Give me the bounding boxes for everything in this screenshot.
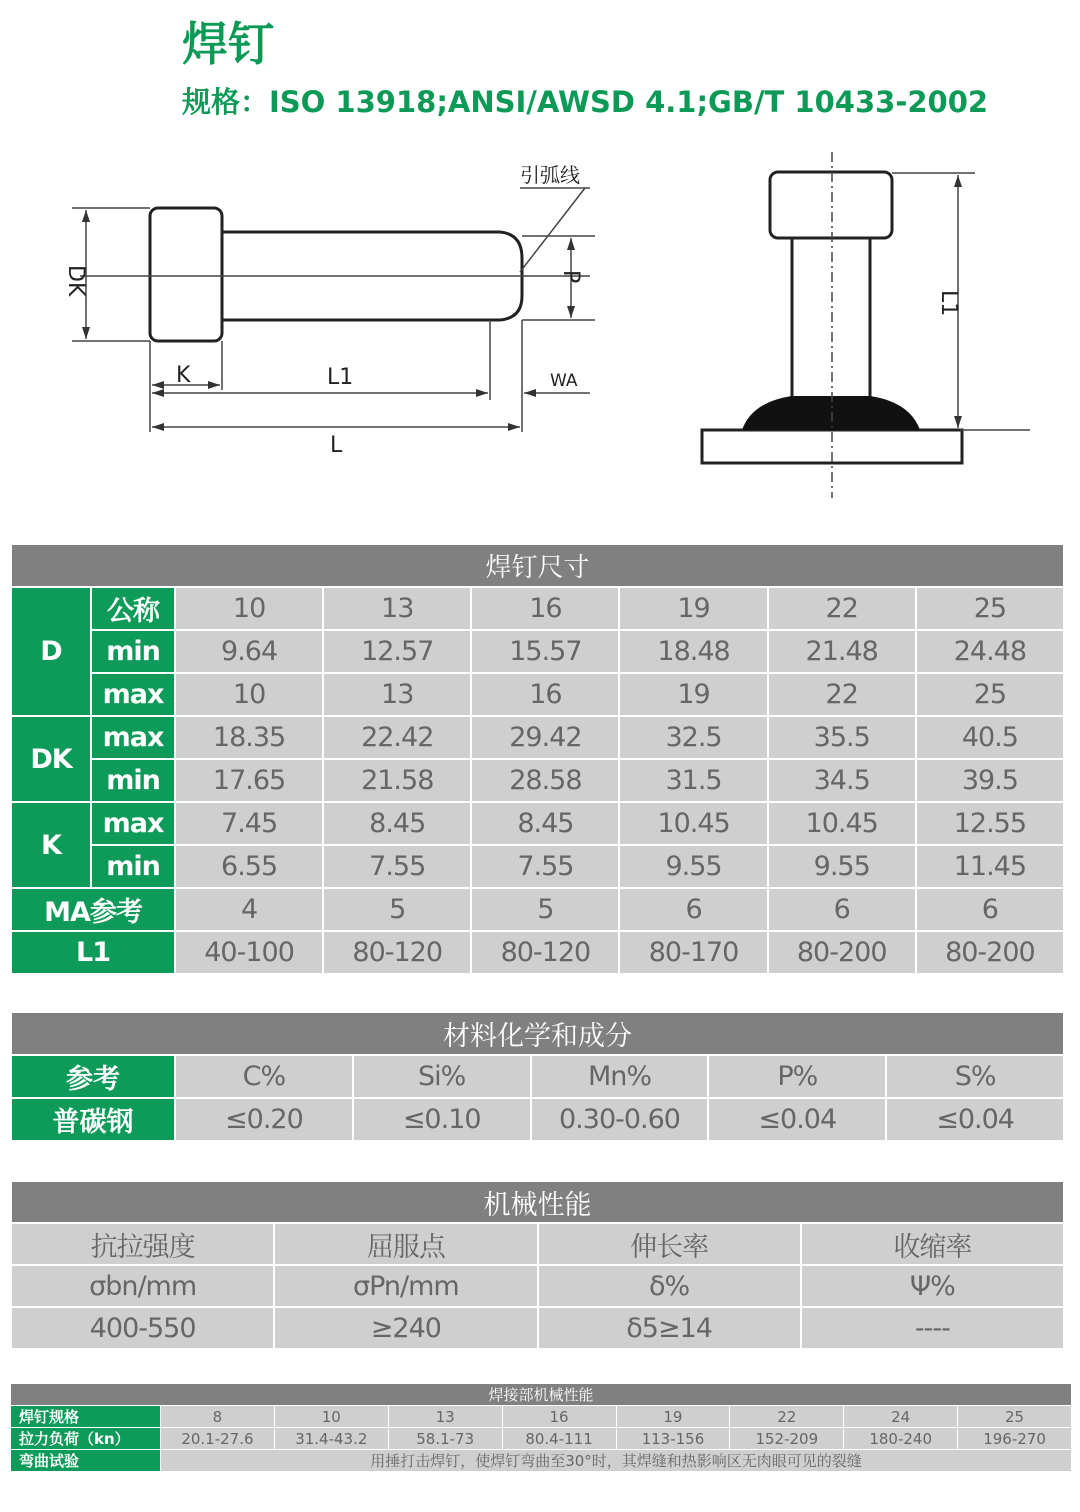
weld-collar xyxy=(742,396,920,430)
dimensions-table: 焊钉尺寸 D 公称 10 13 16 19 22 25 min 9.64 12.57 15.57 18.48 21.48 24.48 max 10 13 16 19 22 25 DK max 18.35 22.42 29.42 32.5 35.5 40.5 min 17.65 21.58 28.58 31.5 34.5 39.5 K max 7.45 8.45 8.45 10.45 10.45 12.55 min 6.55 7.55 7.55 9.55 9.55 11.45 MA参考 4 5 5 6 6 6 L1 40-100 80-120 80-120 80-170 80-200 80-200 xyxy=(10,543,1065,975)
svg-text:DK: DK xyxy=(63,265,88,297)
stud-head xyxy=(150,208,222,341)
ma-label: MA参考 xyxy=(11,888,175,931)
weld-table: 焊接部机械性能 焊钉规格 8 10 13 16 19 22 24 25 拉力负荷（kn） 20.1-27.6 31.4-43.2 58.1-73 80.4-111 113-156 152-209 180-240 196-270 弯曲试验 用捶打击焊钉，使焊钉弯曲至30°时，其焊缝和热影响区无肉眼可见的裂缝 xyxy=(10,1383,1072,1472)
weld-spec-label: 焊钉规格 xyxy=(11,1406,161,1428)
arc-wire-label: 引弧线 xyxy=(520,163,580,187)
weld-load-label: 拉力负荷（kn） xyxy=(11,1428,161,1450)
svg-text:K: K xyxy=(176,363,191,388)
k-label: K xyxy=(11,802,91,888)
weld-title: 焊接部机械性能 xyxy=(11,1384,1072,1406)
dimensions-title: 焊钉尺寸 xyxy=(11,544,1064,587)
chemistry-table: 材料化学和成分 参考 C% Si% Mn% P% S% 普碳钢 ≤0.20 ≤0.10 0.30-0.60 ≤0.04 ≤0.04 xyxy=(10,1011,1065,1142)
stud-drawing xyxy=(0,140,1080,510)
weld-bend-label: 弯曲试验 xyxy=(11,1450,161,1472)
chemistry-title: 材料化学和成分 xyxy=(11,1012,1064,1055)
l1-label: L1 xyxy=(11,931,175,974)
svg-text:WA: WA xyxy=(550,371,578,391)
ref-label: 参考 xyxy=(11,1055,175,1098)
svg-text:L1: L1 xyxy=(327,365,354,390)
svg-text:L1: L1 xyxy=(936,290,961,317)
d-label: D xyxy=(11,587,91,716)
svg-text:L: L xyxy=(330,433,343,458)
mechanical-title: 机械性能 xyxy=(11,1181,1064,1223)
weld-bend-text: 用捶打击焊钉，使焊钉弯曲至30°时，其焊缝和热影响区无肉眼可见的裂缝 xyxy=(161,1450,1072,1472)
mechanical-table: 机械性能 抗拉强度 屈服点 伸长率 收缩率 σbn/mm σPn/mm δ% Ψ% 400-550 ≥240 δ5≥14 ---- xyxy=(10,1180,1065,1350)
material-label: 普碳钢 xyxy=(11,1098,175,1141)
dk-label: DK xyxy=(11,716,91,802)
svg-text:P: P xyxy=(558,270,583,284)
page-title: 焊钉 xyxy=(182,17,274,71)
spec-line: 规格：ISO 13918;ANSI/AWSD 4.1;GB/T 10433-2002 xyxy=(182,85,989,119)
